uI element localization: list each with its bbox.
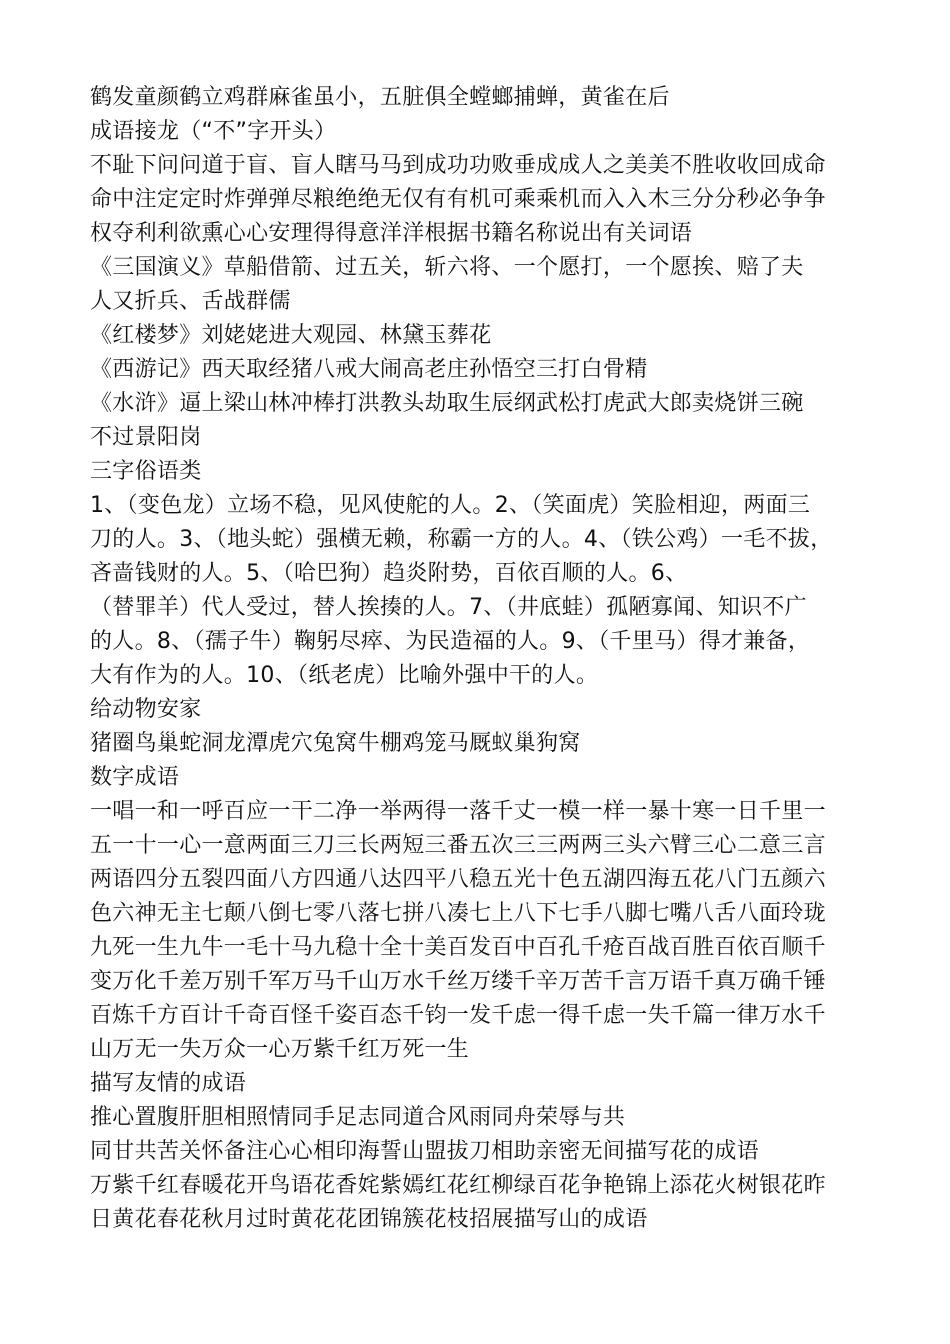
text-line: 《水浒》逼上梁山林冲棒打洪教头劫取生辰纲武松打虎武大郎卖烧饼三碗 bbox=[90, 391, 804, 416]
text-line: 两语四分五裂四面八方四通八达四平八稳五光十色五湖四海五花八门五颜六 bbox=[90, 867, 826, 892]
text-line: 《红楼梦》刘姥姥进大观园、林黛玉葬花 bbox=[90, 323, 492, 348]
text-line: 猪圈鸟巢蛇洞龙潭虎穴兔窝牛棚鸡笼马厩蚁巢狗窝 bbox=[90, 731, 581, 756]
text-line: 大有作为的人。10、（纸老虎）比喻外强中干的人。 bbox=[90, 663, 599, 688]
text-line: 刀的人。3、（地头蛇）强横无赖，称霸一方的人。4、（铁公鸡）一毛不拔， bbox=[90, 527, 833, 552]
text-line: 人又折兵、舌战群儒 bbox=[90, 289, 291, 314]
text-line: 同甘共苦关怀备注心心相印海誓山盟拔刀相助亲密无间描写花的成语 bbox=[90, 1139, 760, 1164]
text-line: 《三国演义》草船借箭、过五关，斩六将、一个愿打，一个愿挨、赔了夫 bbox=[90, 255, 804, 280]
text-line: 鹤发童颜鹤立鸡群麻雀虽小，五脏俱全螳螂捕蝉，黄雀在后 bbox=[90, 85, 670, 110]
section-heading: 三字俗语类 bbox=[90, 459, 202, 484]
text-line: 不耻下问问道于盲、盲人瞎马马到成功功败垂成成人之美美不胜收收回成命 bbox=[90, 153, 826, 178]
text-line: 万紫千红春暖花开鸟语花香姹紫嫣红花红柳绿百花争艳锦上添花火树银花昨 bbox=[90, 1173, 826, 1198]
text-line: 吝啬钱财的人。5、（哈巴狗）趋炎附势，百依百顺的人。6、 bbox=[90, 561, 688, 586]
text-line: 五一十一心一意两面三刀三长两短三番五次三三两两三头六臂三心二意三言 bbox=[90, 833, 826, 858]
section-heading: 数字成语 bbox=[90, 765, 180, 790]
text-line: 日黄花春花秋月过时黄花花团锦簇花枝招展描写山的成语 bbox=[90, 1207, 648, 1232]
section-heading: 描写友情的成语 bbox=[90, 1071, 247, 1096]
text-line: 推心置腹肝胆相照情同手足志同道合风雨同舟荣辱与共 bbox=[90, 1105, 626, 1130]
section-heading: 给动物安家 bbox=[90, 697, 202, 722]
text-line: 变万化千差万别千军万马千山万水千丝万缕千辛万苦千言万语千真万确千锤 bbox=[90, 969, 826, 994]
text-line: 权夺利利欲熏心心安理得得意洋洋根据书籍名称说出有关词语 bbox=[90, 221, 693, 246]
document-body bbox=[90, 81, 880, 1237]
text-line: 1、（变色龙）立场不稳，见风使舵的人。2、（笑面虎）笑脸相迎，两面三 bbox=[90, 493, 811, 518]
text-line: 山万无一失万众一心万紫千红万死一生 bbox=[90, 1037, 470, 1062]
text-line: （替罪羊）代人受过，替人挨揍的人。7、（井底蛙）孤陋寡闻、知识不广 bbox=[90, 595, 807, 620]
text-line: 一唱一和一呼百应一干二净一举两得一落千丈一模一样一暴十寒一日千里一 bbox=[90, 799, 826, 824]
text-line: 的人。8、（孺子牛）鞠躬尽瘁、为民造福的人。9、（千里马）得才兼备， bbox=[90, 629, 811, 654]
text-line: 命中注定定时炸弹弹尽粮绝绝无仅有有机可乘乘机而入入木三分分秒必争争 bbox=[90, 187, 826, 212]
text-line: 九死一生九牛一毛十马九稳十全十美百发百中百孔千疮百战百胜百依百顺千 bbox=[90, 935, 826, 960]
text-line: 百炼千方百计千奇百怪千姿百态千钧一发千虑一得千虑一失千篇一律万水千 bbox=[90, 1003, 826, 1028]
text-line: 色六神无主七颠八倒七零八落七拼八凑七上八下七手八脚七嘴八舌八面玲珑 bbox=[90, 901, 826, 926]
section-heading: 成语接龙（“不”字开头） bbox=[90, 119, 337, 144]
text-line: 《西游记》西天取经猪八戒大闹高老庄孙悟空三打白骨精 bbox=[90, 357, 648, 382]
text-line: 不过景阳岗 bbox=[90, 425, 202, 450]
